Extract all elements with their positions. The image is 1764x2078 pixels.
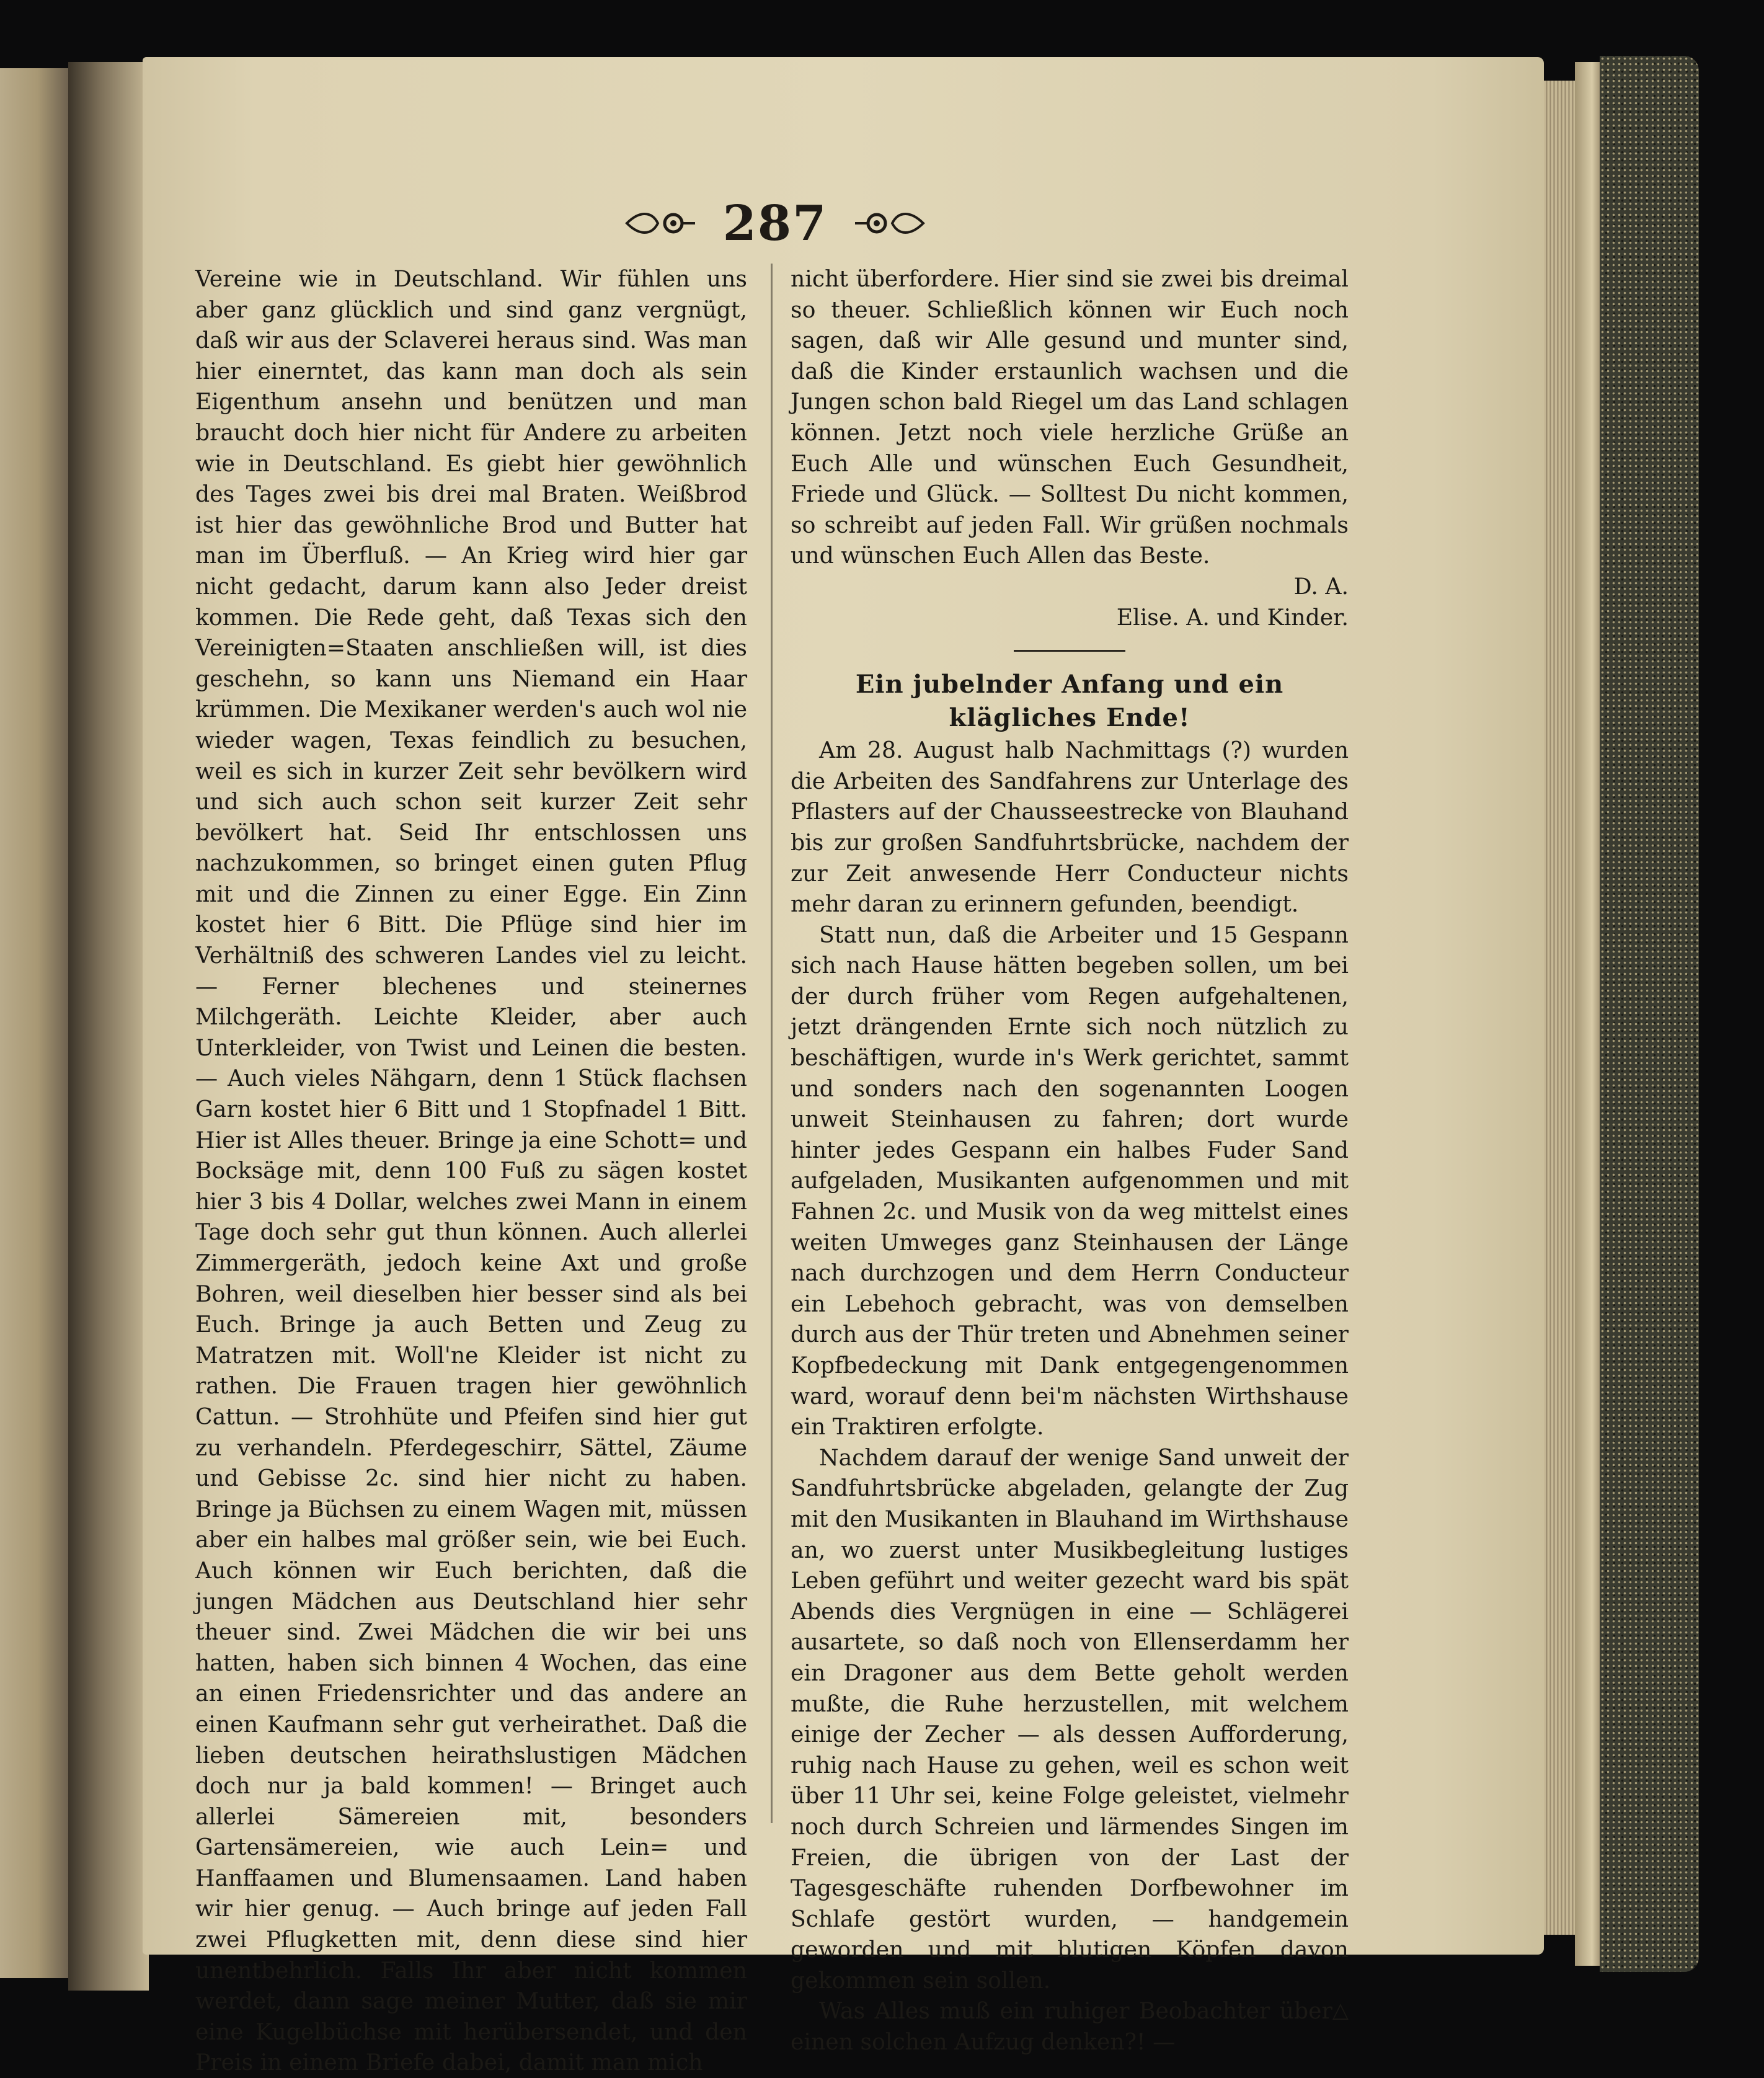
signature-elise: Elise. A. und Kinder. <box>1116 603 1349 631</box>
right-column <box>791 264 1349 2058</box>
letter-ending: nicht überfordere. Hier sind sie zwei bis dreimal so theuer. Schließlich können wir Euch noch sagen, daß wir Alle gesund und munter sind, daß die Kinder erstaunlich wachsen und die Jungen schon bald Riegel um das Land schlagen können. Jetzt noch viele herzliche Grüße an Euch Alle und wünschen Euch Gesundheit, Friede und Glück. — Solltest Du nicht kommen, so schreibt auf jeden Fall. Wir grüßen nochmals und wünschen Euch Allen das Beste. <box>791 265 1349 569</box>
closing-text: Was Alles muß ein ruhiger Beobachter über einen solchen Aufzug denken?! — <box>791 1997 1332 2056</box>
page-header <box>620 189 930 257</box>
article-paragraph: Am 28. August halb Nachmittags (?) wurden die Arbeiten des Sandfahrens zur Unterlage des Pflasters auf der Chausseestrecke von Blauhand bis zur großen Sandfuhrtsbrücke, nachdem der zur Zeit anwesende Herr Conducteur nichts mehr daran zu erinnern gefunden, beendigt. <box>791 737 1349 918</box>
facing-page-edge <box>0 68 68 1978</box>
article-paragraph: Nachdem darauf der wenige Sand unweit der Sandfuhrtsbrücke abgeladen, gelangte der Zug mit den Musikanten in Blauhand im Wirthshause an, wo zuerst unter Musikbegleitung lustiges Leben geführt und weiter gezecht ward bis spät Abends dies Vergnügen in eine — Schlägerei ausartete, so daß noch von Ellenserdamm her ein Dragoner aus dem Bette geholt werden mußte, die Ruhe herzustellen, mit welchem einige der Zecher — als dessen Aufforderung, ruhig nach Hause zu gehen, weil es schon weit über 11 Uhr sei, keine Folge geleistet, vielmehr noch durch Schreien und lärmendes Singen im Freien, die übrigen von der Last der Tagesgeschäfte ruhenden Dorfbewohner im Schlafe gestört wurden, — handgemein geworden und mit blutigen Köpfen davon gekommen sein sollen. <box>791 1444 1349 1994</box>
closing-line <box>791 1996 1349 2057</box>
fleuron-ornament-icon <box>624 205 698 242</box>
marbled-cover <box>1600 56 1699 1972</box>
book-gutter <box>68 62 149 1991</box>
signature-da: D. A. <box>1293 572 1349 600</box>
article-paragraph: Statt nun, daß die Arbeiter und 15 Gespann sich nach Hause hätten begeben sollen, um bei der durch früher vom Regen aufgehaltenen, jetzt drängenden Ernte sich noch nützlich zu beschäftigen, wurde in's Werk gerichtet, sammt und sonders nach den sogenannten Loogen unweit Steinhausen zu fahren; dort wurde hinter jedes Gespann ein halbes Fuder Sand aufgeladen, Musikanten aufgenommen und mit Fahnen 2c. und Musik von da weg mittelst eines weiten Umweges ganz Steinhausen der Länge nach durchzogen und dem Herrn Conducteur ein Lebehoch gebracht, was von demselben durch aus der Thür treten und Abnehmen seiner Kopfbedeckung mit Dank entgegengenommen ward, worauf denn bei'm nächsten Wirthshause ein Traktiren erfolgte. <box>791 921 1349 1441</box>
section-title: Ein jubelnder Anfang und ein klägliches Ende! <box>855 670 1284 733</box>
left-column-paragraph: Vereine wie in Deutschland. Wir fühlen uns aber ganz glücklich und sind ganz vergnügt, daß wir aus der Sclaverei heraus sind. Was man hier einerntet, das kann man doch als sein Eigenthum ansehn und benützen und man braucht doch hier nicht für Andere zu arbeiten wie in Deutschland. Es giebt hier gewöhnlich des Tages zwei bis drei mal Braten. Weißbrod ist hier das gewöhnliche Brod und Butter hat man im Überfluß. — An Krieg wird hier gar nicht gedacht, darum kann also Jeder dreist kommen. Die Rede geht, daß Texas sich den Vereinigten=Staaten anschließen will, ist dies geschehn, so kann uns Niemand ein Haar krümmen. Die Mexikaner werden's auch wol nie wieder wagen, Texas feindlich zu besuchen, weil es sich in kurzer Zeit sehr bevölkern wird und sich auch schon seit kurzer Zeit sehr bevölkert hat. Seid Ihr entschlossen uns nachzukommen, so bringet einen guten Pflug mit und die Zinnen zu einer Egge. Ein Zinn kostet hier 6 Bitt. Die Pflüge sind hier im Verhältniß des schweren Landes viel zu leicht. — Ferner blechenes und steinernes Milchgeräth. Leichte Kleider, aber auch Unterkleider, von Twist und Leinen die besten. — Auch vieles Nähgarn, denn 1 Stück flachsen Garn kostet hier 6 Bitt und 1 Stopfnadel 1 Bitt. Hier ist Alles theuer. Bringe ja eine Schott= und Bocksäge mit, denn 100 Fuß zu sägen kostet hier 3 bis 4 Dollar, welches zwei Mann in einem Tage doch sehr gut thun können. Auch allerlei Zimmergeräth, jedoch keine Axt und große Bohren, weil dieselben hier besser sind als bei Euch. Bringe ja auch Betten und Zeug zu Matratzen mit. Woll'ne Kleider ist nicht zu rathen. Die Frauen tragen hier gewöhnlich Cattun. — Strohhüte und Pfeifen sind hier gut zu verhandeln. Pferdegeschirr, Sättel, Zäume und Gebisse 2c. sind hier nicht zu haben. Bringe ja Büchsen zu einem Wagen mit, müssen aber ein halbes mal größer sein, wie bei Euch. Auch können wir Euch berichten, daß die jungen Mädchen aus Deutschland hier sehr theuer sind. Zwei Mädchen die wir bei uns hatten, haben sich binnen 4 Wochen, das eine an einen Friedensrichter und das andere an einen Kaufmann sehr gut verheirathet. Daß die lieben deutschen heirathslustigen Mädchen doch nur ja bald kommen! — Bringet auch allerlei Sämereien mit, besonders Gartensämereien, wie auch Lein= und Hanffaamen und Blumensaamen. Land haben wir hier genug. — Auch bringe auf jeden Fall zwei Pflugketten mit, denn diese sind hier unentbehrlich. Falls Ihr aber nicht kommen werdet, dann sage meiner Mutter, daß sie mir eine Kugelbüchse mit herübersendet, und den Preis in einem Briefe dabei, damit man mich <box>195 265 747 2076</box>
column-divider <box>771 264 773 1823</box>
section-rule <box>1014 650 1125 652</box>
page-number: 287 <box>722 195 828 252</box>
fleuron-ornament-icon <box>852 205 926 242</box>
left-column <box>195 264 747 2078</box>
triangle-mark-icon: △ <box>1332 1998 1349 2023</box>
